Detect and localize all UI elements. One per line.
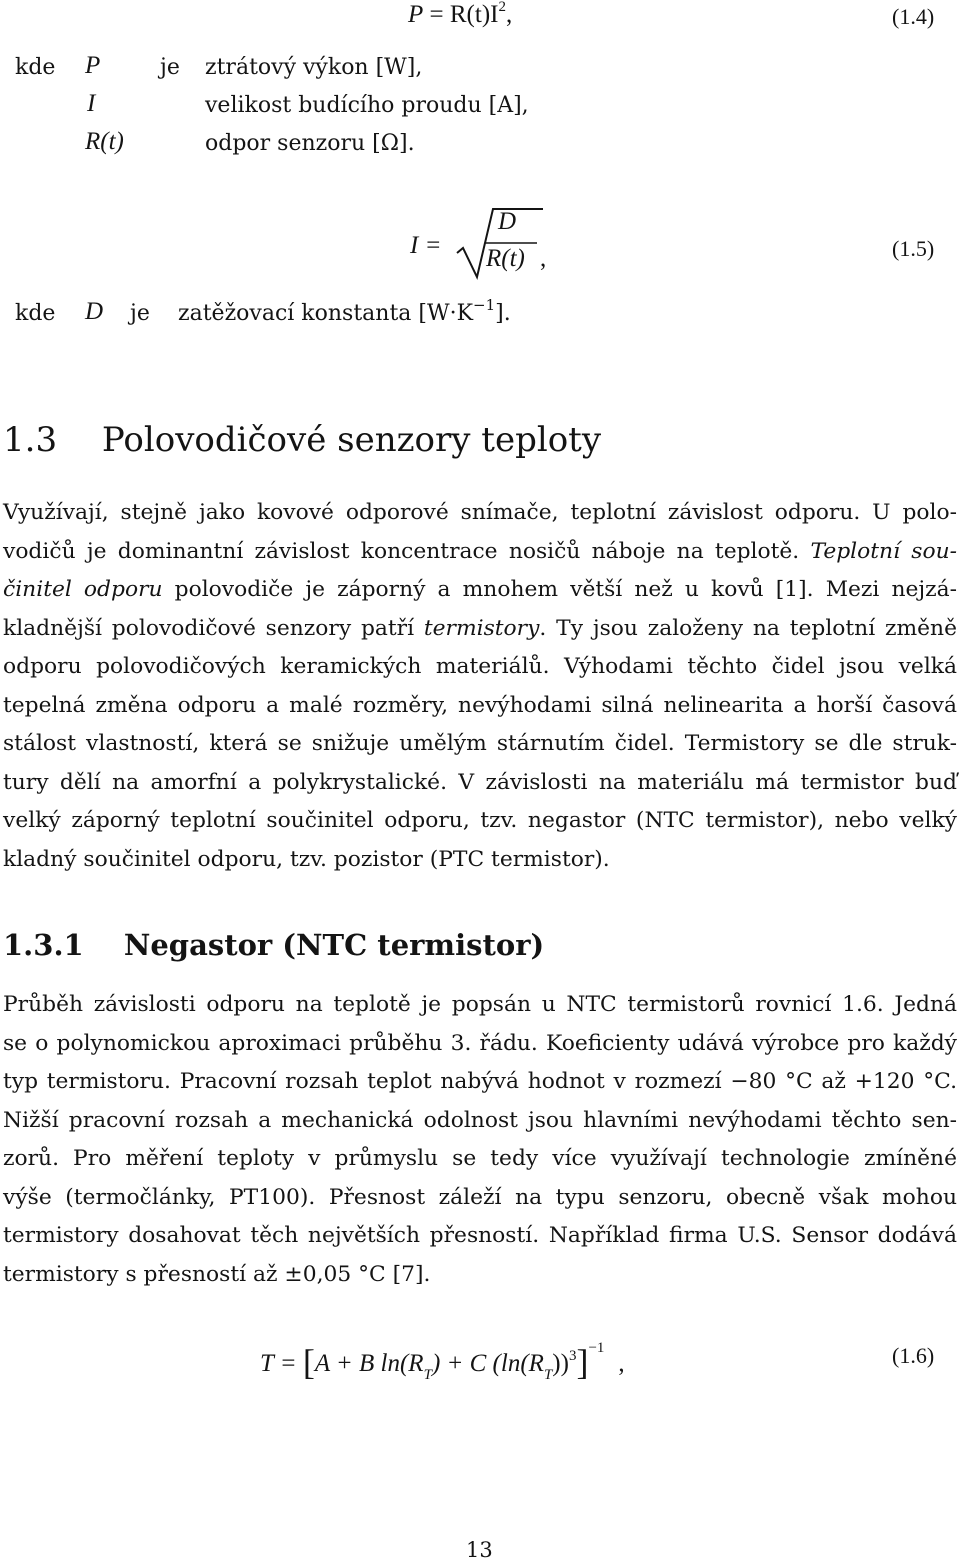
eq14-comma: , <box>505 1 513 28</box>
para2-line: zorů. Pro měření teploty v průmyslu se tedy více využívají technologie zmíněné <box>3 1146 957 1171</box>
eq14-power: 2 <box>498 0 506 15</box>
para2-line: Průběh závislosti odporu na teplotě je popsán u NTC termistorů rovnicí 1.6. Jedná <box>3 992 957 1017</box>
defs15-desc-k: K <box>456 301 474 326</box>
paragraph-semiconductor-sensors <box>3 494 957 879</box>
eq15-denominator: R(t) <box>486 245 525 272</box>
eq16-close-bracket: ] <box>576 1342 589 1382</box>
para1-line: tepelná změna odporu a malé rozměry, nevýhodami silná nelinearita a horší časová <box>3 692 957 718</box>
eq16-formula <box>260 1338 625 1383</box>
defs15-sym-d: D <box>85 298 104 325</box>
eq16-lhs: T = <box>260 1350 297 1377</box>
eq16-body-b: ) + C (ln(R <box>431 1350 544 1377</box>
section-number: 1.3 <box>3 420 58 460</box>
para1-line: vodičů je dominantní závislost koncentrace nosičů náboje na teplotě. Teplotní sou- <box>3 538 958 564</box>
para1-term-italic: Teplotní sou- <box>810 538 958 564</box>
para2-line: termistory s přesností až ±0,05 °C [7]. <box>3 1261 431 1287</box>
eq16-body-c: )) <box>552 1350 569 1377</box>
defs14-desc-r: odpor senzoru [Ω]. <box>205 131 415 156</box>
eq16-body-a: A + B ln(R <box>314 1350 424 1377</box>
defs14-sym-p: P <box>85 52 101 79</box>
eq14-formula <box>408 1 512 29</box>
eq14-number: (1.4) <box>892 4 935 29</box>
eq15-lhs-text: I = <box>410 232 442 259</box>
para2-line: typ termistoru. Pracovní rozsah teplot nabývá hodnot v rozmezí −80 °C až +120 °C. <box>3 1069 957 1094</box>
eq15-comma: , <box>540 245 547 272</box>
para2-line: Nižší pracovní rozsah a mechanická odolnost jsou hlavními nevýhodami těchto sen- <box>3 1107 957 1133</box>
para1-line: velký záporný teplotní součinitel odporu, tzv. negastor (NTC termistor), nebo velký <box>3 808 957 833</box>
page-number: 13 <box>466 1538 493 1562</box>
defs14-sym-i: I <box>87 90 96 117</box>
defs14-sym-r: R(t) <box>85 128 124 155</box>
eq15-numerator: D <box>498 208 517 235</box>
subsection-number: 1.3.1 <box>3 928 84 962</box>
eq16-exp: −1 <box>588 1339 605 1356</box>
defs14-je: je <box>160 55 180 80</box>
eq14-rhs: = R(t)I <box>429 1 499 28</box>
para2-line: se o polynomickou aproximaci průběhu 3. řádu. Koeficienty udává výrobce pro každý <box>3 1030 957 1056</box>
defs15-desc-exp: −1 <box>473 295 496 314</box>
para1-line: tury dělí na amorfní a polykrystalické. V závislosti na materiálu má termistor buď <box>3 769 957 795</box>
defs15-desc-post: ]. <box>495 301 511 326</box>
para1-line: kladný součinitel odporu, tzv. pozistor (PTC termistor). <box>3 846 610 872</box>
eq15-number: (1.5) <box>892 236 935 261</box>
defs14-desc-p: ztrátový výkon [W], <box>205 55 423 80</box>
eq14-lhs: P <box>408 1 424 28</box>
subsection-heading <box>3 928 544 962</box>
eq16-open-bracket: [ <box>302 1342 315 1382</box>
eq16-number: (1.6) <box>892 1343 935 1368</box>
defs15-desc: zatěžovací konstanta $[W\cdot K^{-1}]$. <box>178 295 511 326</box>
para2-line: termistory dosahovat těch největších přesností. Například firma U.S. Sensor dodává <box>3 1223 957 1248</box>
para1-line: stálost vlastností, která se snižuje umělým stárnutím čidel. Termistory se dle struk- <box>3 731 957 756</box>
defs15-desc-pre: zatěžovací konstanta [W <box>178 301 450 326</box>
section-heading <box>3 420 601 460</box>
paragraph-ntc <box>3 986 957 1294</box>
eq16-comma: , <box>618 1350 625 1377</box>
defs15-je: je <box>130 301 150 326</box>
eq15-lhs <box>410 232 441 260</box>
subsection-title: Negastor (NTC termistor) <box>123 928 545 962</box>
eq16-sub-t: T <box>423 1367 432 1383</box>
defs14-desc-i: velikost budícího proudu [A], <box>205 93 529 118</box>
para1-term-italic: termistory <box>423 615 540 641</box>
eq16-cube: 3 <box>568 1347 577 1364</box>
para1-line: činitel odporu polovodiče je záporný a mnohem větší než u kovů [1]. Mezi nejzá- <box>3 577 958 602</box>
para1-line: odporu polovodičových keramických materiálů. Výhodami těchto čidel jsou velká <box>3 654 957 679</box>
defs15-kde: kde <box>15 301 56 326</box>
section-title: Polovodičové senzory teploty <box>101 420 602 460</box>
eq16-sub-t2: T <box>543 1367 553 1383</box>
para1-line: Využívají, stejně jako kovové odporové snímače, teplotní závislost odporu. U polo- <box>3 500 957 525</box>
para1-line: kladnější polovodičové senzory patří termistory. Ty jsou založeny na teplotní změně <box>3 615 957 641</box>
defs14-kde: kde <box>15 55 56 80</box>
para1-term-italic: činitel odporu <box>3 577 163 602</box>
para2-line: výše (termočlánky, PT100). Přesnost záleží na typu senzoru, obecně však mohou <box>3 1184 957 1210</box>
